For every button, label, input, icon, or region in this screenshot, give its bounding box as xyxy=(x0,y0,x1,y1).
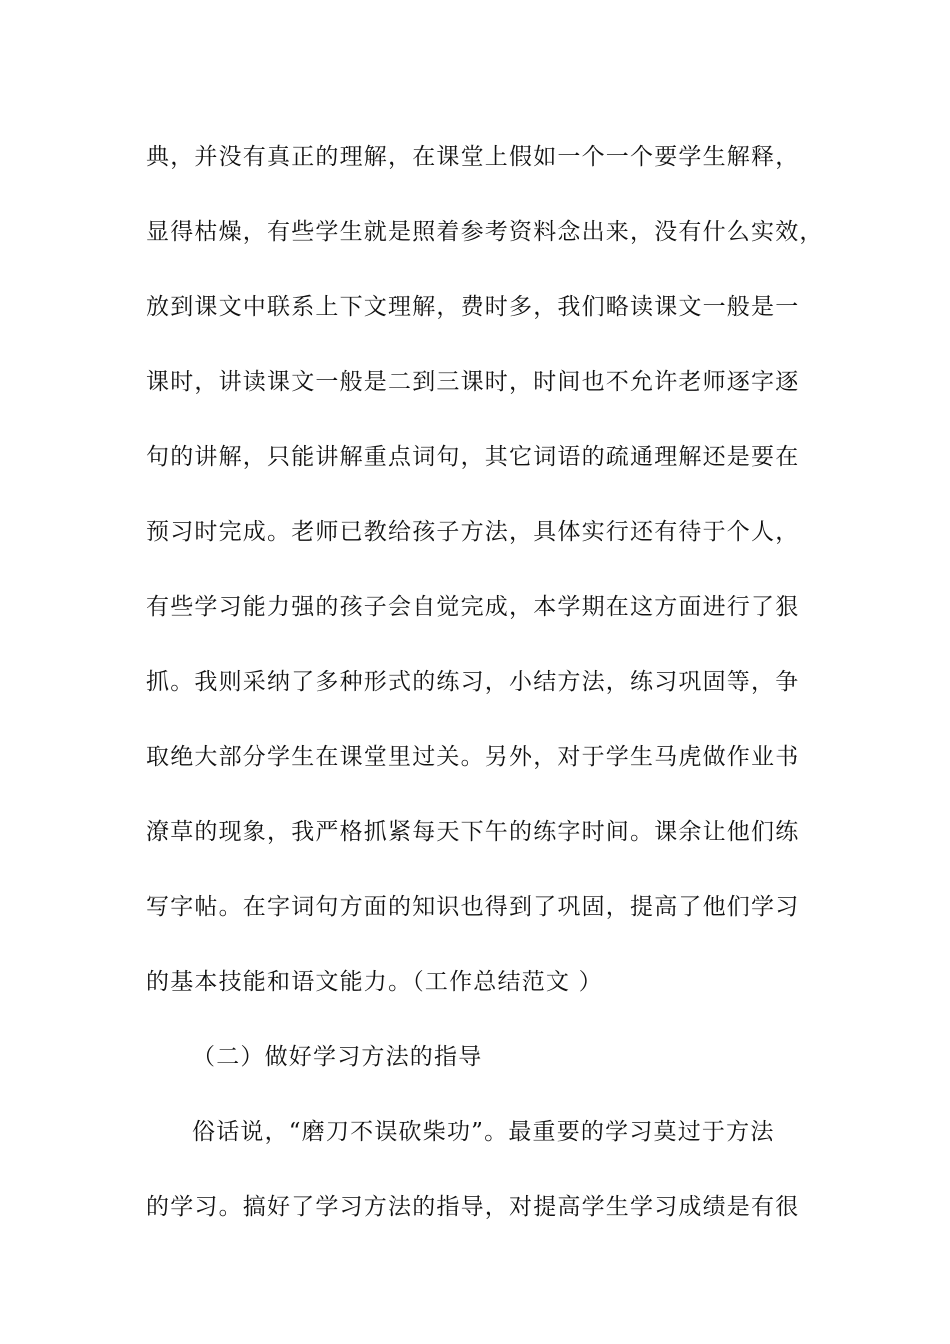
body-line-2: 显得枯燥，有些学生就是照着参考资料念出来，没有什么实效， xyxy=(146,219,824,245)
body-line-11: 写字帖。在字词句方面的知识也得到了巩固，提高了他们学习 xyxy=(146,894,800,920)
body-line-3: 放到课文中联系上下文理解，费时多，我们略读课文一般是一 xyxy=(146,294,800,320)
body-line-6: 预习时完成。老师已教给孩子方法，具体实行还有待于个人， xyxy=(146,519,800,545)
body-line-9: 取绝大部分学生在课堂里过关。另外，对于学生马虎做作业书 xyxy=(146,744,800,770)
body-line-10: 潦草的现象，我严格抓紧每天下午的练字时间。课余让他们练 xyxy=(146,819,800,845)
body-line-12: 的基本技能和语文能力。（工作总结范文 ） xyxy=(146,969,603,995)
body-line-1: 典，并没有真正的理解，在课堂上假如一个一个要学生解释， xyxy=(146,144,800,170)
section-heading: （二）做好学习方法的指导 xyxy=(192,1044,483,1070)
body-line-7: 有些学习能力强的孩子会自觉完成，本学期在这方面进行了狠 xyxy=(146,594,800,620)
body-line-5: 句的讲解，只能讲解重点词句，其它词语的疏通理解还是要在 xyxy=(146,444,800,470)
paragraph2-line-1: 俗话说，“磨刀不误砍柴功”。最重要的学习莫过于方法 xyxy=(192,1119,775,1145)
paragraph2-line-2: 的学习。搞好了学习方法的指导，对提高学生学习成绩是有很 xyxy=(146,1194,800,1220)
body-line-4: 课时，讲读课文一般是二到三课时，时间也不允许老师逐字逐 xyxy=(146,369,800,395)
body-line-8: 抓。我则采纳了多种形式的练习，小结方法，练习巩固等，争 xyxy=(146,669,800,695)
